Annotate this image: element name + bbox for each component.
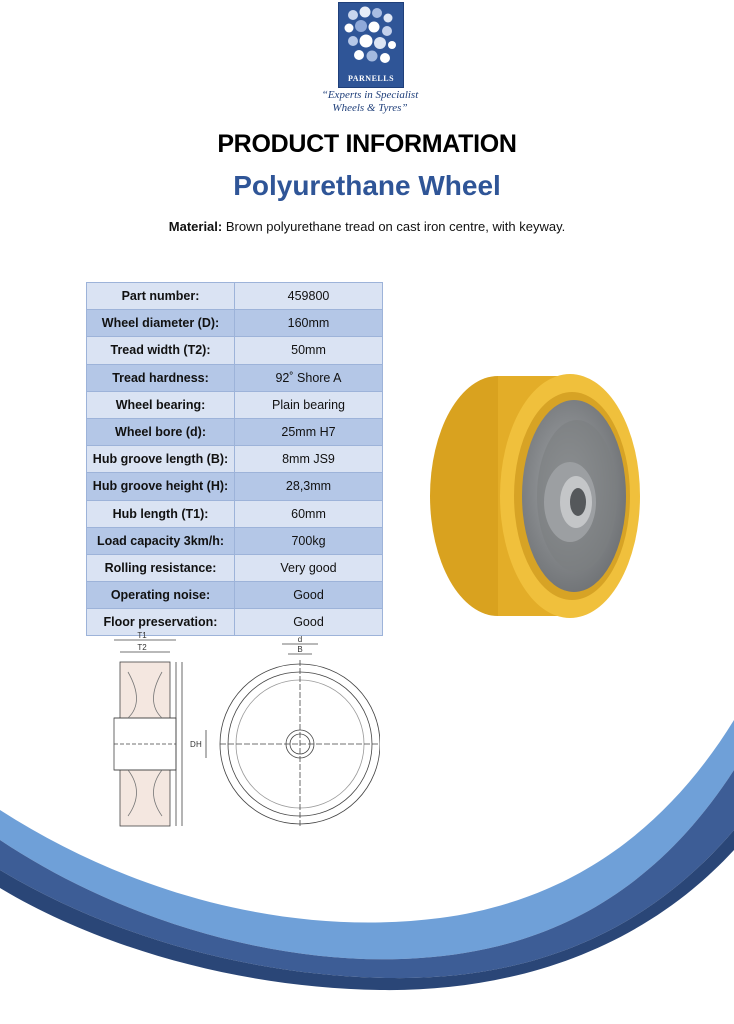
company-tagline: [300, 89, 440, 115]
spec-value: 160mm: [235, 310, 383, 337]
spec-label: Hub groove height (H):: [87, 473, 235, 500]
spec-value: 50mm: [235, 337, 383, 364]
table-row: [87, 391, 383, 418]
spec-value: 8mm JS9: [235, 446, 383, 473]
spec-label: Floor preservation:: [87, 609, 235, 636]
spec-value: 700kg: [235, 527, 383, 554]
material-text: Brown polyurethane tread on cast iron centre, with keyway.: [222, 219, 566, 234]
table-row: [87, 283, 383, 310]
material-line: [0, 219, 734, 234]
company-logo: [338, 2, 404, 88]
logo-circles-icon: [339, 3, 403, 73]
dim-label-b: B: [297, 645, 303, 654]
dim-label-h: H: [196, 740, 202, 749]
spec-value: 459800: [235, 283, 383, 310]
spec-value: 60mm: [235, 500, 383, 527]
material-label: Material:: [168, 219, 223, 234]
footer-swoosh: [0, 700, 734, 1024]
product-name: Polyurethane Wheel: [233, 170, 501, 201]
table-row: [87, 310, 383, 337]
dim-label-t1: T1: [137, 632, 147, 640]
table-row: [87, 527, 383, 554]
dim-label-t2: T2: [137, 643, 147, 652]
spec-value: Good: [235, 609, 383, 636]
table-row: [87, 554, 383, 581]
spec-label: Wheel diameter (D):: [87, 310, 235, 337]
spec-value: 25mm H7: [235, 418, 383, 445]
table-row: [87, 418, 383, 445]
spec-value: Plain bearing: [235, 391, 383, 418]
spec-label: Tread width (T2):: [87, 337, 235, 364]
spec-value: Very good: [235, 554, 383, 581]
spec-label: Wheel bore (d):: [87, 418, 235, 445]
spec-table: [86, 282, 383, 636]
spec-label: Hub groove length (B):: [87, 446, 235, 473]
page-heading: PRODUCT INFORMATION: [217, 130, 517, 158]
dim-label-d-outer: D: [190, 740, 196, 749]
table-row: [87, 500, 383, 527]
logo-name: PARNELLS: [347, 74, 395, 83]
spec-value: Good: [235, 582, 383, 609]
table-row: [87, 582, 383, 609]
spec-label: Part number:: [87, 283, 235, 310]
spec-label: Hub length (T1):: [87, 500, 235, 527]
table-row: [87, 446, 383, 473]
wheel-product-image: [420, 360, 650, 630]
dim-label-d-bore: d: [297, 635, 303, 644]
table-row: [87, 337, 383, 364]
tagline-line-2: Wheels & Tyres”: [332, 102, 408, 114]
table-row: [87, 364, 383, 391]
spec-value: 28,3mm: [235, 473, 383, 500]
spec-label: Load capacity 3km/h:: [87, 527, 235, 554]
spec-value: 92˚ Shore A: [235, 364, 383, 391]
tagline-line-1: “Experts in Specialist: [321, 89, 419, 101]
spec-label: Tread hardness:: [87, 364, 235, 391]
spec-label: Rolling resistance:: [87, 554, 235, 581]
spec-label: Operating noise:: [87, 582, 235, 609]
table-row: [87, 473, 383, 500]
spec-label: Wheel bearing:: [87, 391, 235, 418]
